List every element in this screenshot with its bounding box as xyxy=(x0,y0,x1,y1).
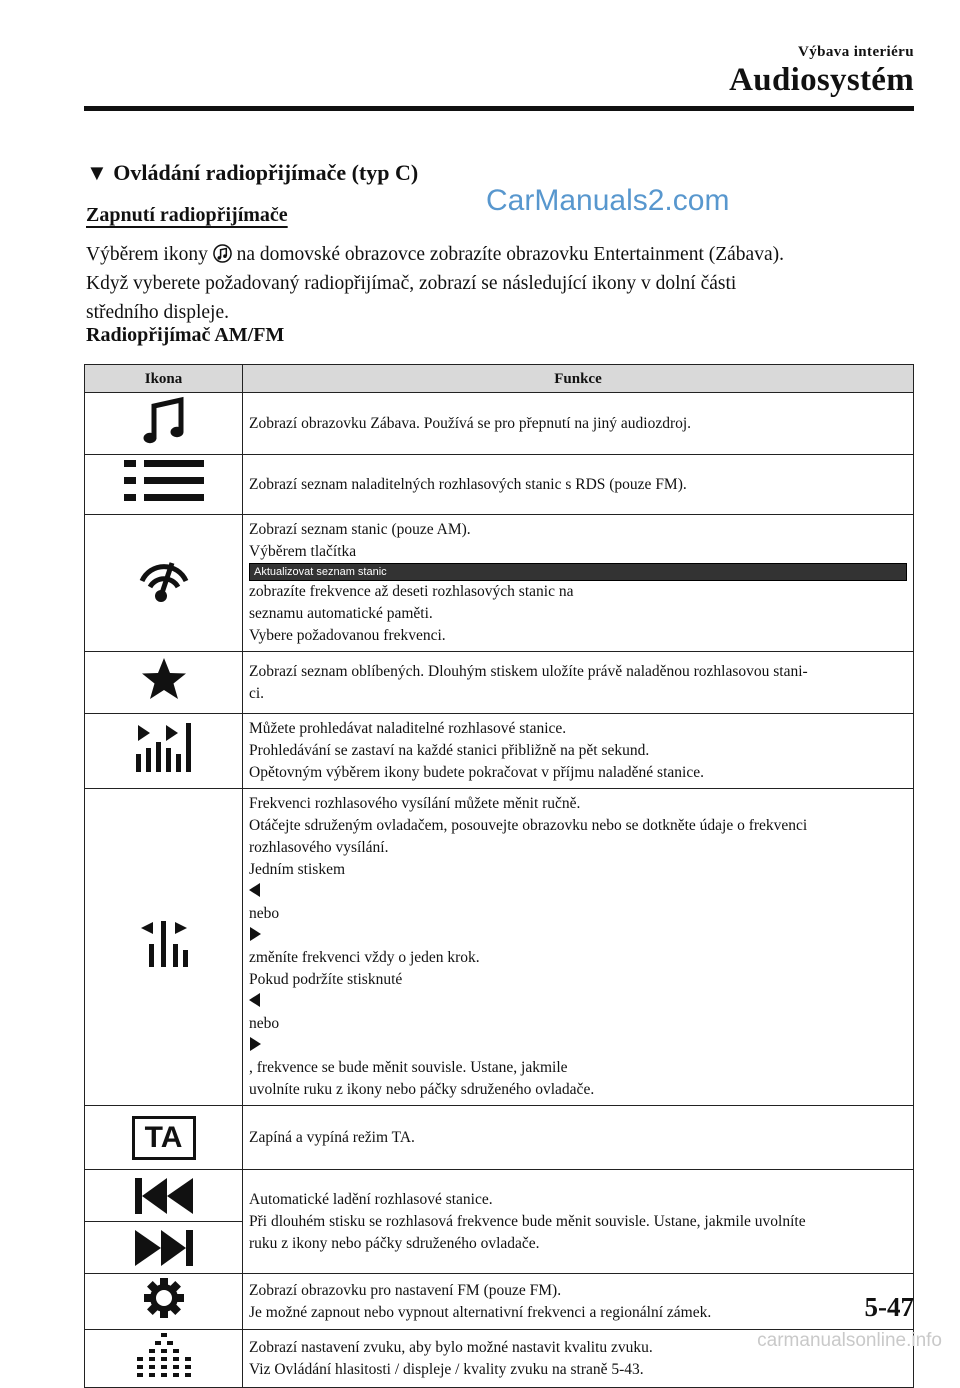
triangle-right-icon xyxy=(249,927,261,941)
function-text-part: změníte frekvenci vždy o jeden krok. xyxy=(249,949,480,966)
header-title: Audiosystém xyxy=(729,62,914,98)
function-cell xyxy=(243,652,914,714)
table-row xyxy=(85,455,914,515)
header-rule xyxy=(84,106,914,111)
function-text: Zobrazí obrazovku pro nastavení FM (pouze FM). xyxy=(249,1281,562,1299)
music-note-icon xyxy=(139,395,189,445)
function-table xyxy=(84,364,914,1388)
table-row xyxy=(85,1170,914,1274)
function-text: Vybere požadovanou frekvenci. xyxy=(249,627,446,644)
am-station-list-icon xyxy=(136,557,192,603)
table-row xyxy=(85,515,914,652)
function-text: Automatické ladění rozhlasové stanice. xyxy=(249,1190,493,1208)
intro-paragraph xyxy=(86,240,906,327)
function-cell xyxy=(243,789,914,1106)
icon-cell xyxy=(85,1330,243,1388)
function-text-part: Výběrem tlačítka xyxy=(249,543,357,560)
function-text: rozhlasového vysílání. xyxy=(249,839,389,856)
table-row xyxy=(85,789,914,1106)
function-text-part: zobrazíte frekvence až deseti rozhlasových stanic na xyxy=(249,583,574,600)
function-cell xyxy=(243,1170,914,1274)
sound-settings-icon xyxy=(133,1331,195,1379)
subsection2-title: Radiopřijímač AM/FM xyxy=(86,324,285,346)
icon-cell xyxy=(85,393,243,455)
function-text: Při dlouhém stisku se rozhlasová frekvence bude měnit souvisle. Ustane, jakmile uvolníte xyxy=(249,1212,806,1230)
icon-cell xyxy=(85,455,243,515)
music-note-icon xyxy=(213,244,232,263)
update-station-list-button[interactable]: Aktualizovat seznam stanic xyxy=(249,563,907,581)
footer-watermark: carmanualsonline.info xyxy=(757,1330,942,1351)
table-row xyxy=(85,1106,914,1170)
header-section: Výbava interiéru xyxy=(798,44,914,60)
function-text: Zobrazí seznam oblíbených. Dlouhým stiskem uložíte právě naladěnou rozhlasovou stani- xyxy=(249,662,808,680)
triangle-right-icon xyxy=(249,1037,261,1051)
function-text-part: nebo xyxy=(249,905,280,922)
icon-cell xyxy=(85,515,243,652)
function-text-part: Pokud podržíte stisknuté xyxy=(249,971,403,988)
triangle-left-icon xyxy=(249,993,261,1007)
function-text xyxy=(249,541,907,603)
manual-tuning-icon xyxy=(139,920,189,968)
watermark: CarManuals2.com xyxy=(486,184,730,217)
function-text: Frekvenci rozhlasového vysílání můžete měnit ručně. xyxy=(249,795,581,812)
intro-line-1 xyxy=(86,240,906,269)
icon-cell xyxy=(85,1274,243,1330)
function-text: Zobrazí seznam stanic (pouze AM). xyxy=(249,521,471,538)
function-text: Otáčejte sdruženým ovladačem, posouvejte obrazovku nebo se dotkněte údaje o frekvenci xyxy=(249,817,808,834)
seek-forward-cell xyxy=(85,1222,242,1273)
triangle-left-icon xyxy=(249,883,261,897)
function-cell xyxy=(243,714,914,789)
function-text: Prohledávání se zastaví na každé stanici přibližně na pět sekund. xyxy=(249,742,650,759)
function-text: Opětovným výběrem ikony budete pokračovat v příjmu naladěné stanice. xyxy=(249,764,704,781)
icon-cell xyxy=(85,714,243,789)
seek-back-cell xyxy=(85,1170,242,1222)
table-row xyxy=(85,393,914,455)
function-text: Zobrazí nastavení zvuku, aby bylo možné nastavit kvalitu zvuku. xyxy=(249,1338,653,1356)
table-row xyxy=(85,1274,914,1330)
function-text: ruku z ikony nebo páčky sdruženého ovladače. xyxy=(249,1234,540,1252)
function-text: Zobrazí seznam naladitelných rozhlasových stanic s RDS (pouze FM). xyxy=(249,475,687,493)
station-list-icon xyxy=(124,458,204,504)
table-header-row xyxy=(85,365,914,393)
intro-line-1-after: na domovské obrazovce zobrazíte obrazovku Entertainment (Zábava). xyxy=(236,244,784,265)
seek-forward-icon xyxy=(133,1229,195,1267)
intro-line-3: středního displeje. xyxy=(86,302,229,323)
gear-icon xyxy=(143,1277,185,1319)
function-text xyxy=(249,859,907,969)
scan-icon xyxy=(134,722,194,774)
column-header-function: Funkce xyxy=(243,365,914,393)
icon-cell xyxy=(85,789,243,1106)
star-icon xyxy=(141,656,187,702)
function-text: Je možné zapnout nebo vypnout alternativní frekvenci a regionální zámek. xyxy=(249,1303,712,1321)
icon-cell xyxy=(85,1170,243,1274)
ta-icon: TA xyxy=(132,1116,196,1160)
column-header-icon: Ikona xyxy=(85,365,243,393)
function-text: Viz Ovládání hlasitosti / displeje / kvality zvuku na straně 5-43. xyxy=(249,1360,644,1378)
function-text-part: nebo xyxy=(249,1015,280,1032)
seek-back-icon xyxy=(133,1177,195,1215)
icon-cell xyxy=(85,1106,243,1170)
table-row xyxy=(85,652,914,714)
icon-cell xyxy=(85,652,243,714)
intro-line-1-before: Výběrem ikony xyxy=(86,244,208,265)
subsection-title: Zapnutí radiopřijímače xyxy=(86,204,288,226)
function-text-part: , frekvence se bude měnit souvisle. Ustane, jakmile xyxy=(249,1059,568,1076)
function-cell xyxy=(243,1274,914,1330)
table-row xyxy=(85,714,914,789)
section-title: ▼ Ovládání radiopřijímače (typ C) xyxy=(86,160,419,185)
function-text: seznamu automatické paměti. xyxy=(249,605,433,622)
function-cell xyxy=(243,1106,914,1170)
function-cell xyxy=(243,393,914,455)
function-text-part: Jedním stiskem xyxy=(249,861,346,878)
function-text: Zobrazí obrazovku Zábava. Používá se pro přepnutí na jiný audiozdroj. xyxy=(249,414,692,432)
function-text xyxy=(249,969,907,1079)
page-number: 5-47 xyxy=(864,1292,914,1322)
intro-line-2: Když vyberete požadovaný radiopřijímač, zobrazí se následující ikony v dolní části xyxy=(86,273,737,294)
function-text: ci. xyxy=(249,684,265,702)
function-text: Zapíná a vypíná režim TA. xyxy=(249,1128,415,1146)
function-text: Můžete prohledávat naladitelné rozhlasové stanice. xyxy=(249,720,567,737)
function-cell xyxy=(243,515,914,652)
function-text: uvolníte ruku z ikony nebo páčky sdruženého ovladače. xyxy=(249,1081,595,1098)
function-cell xyxy=(243,455,914,515)
